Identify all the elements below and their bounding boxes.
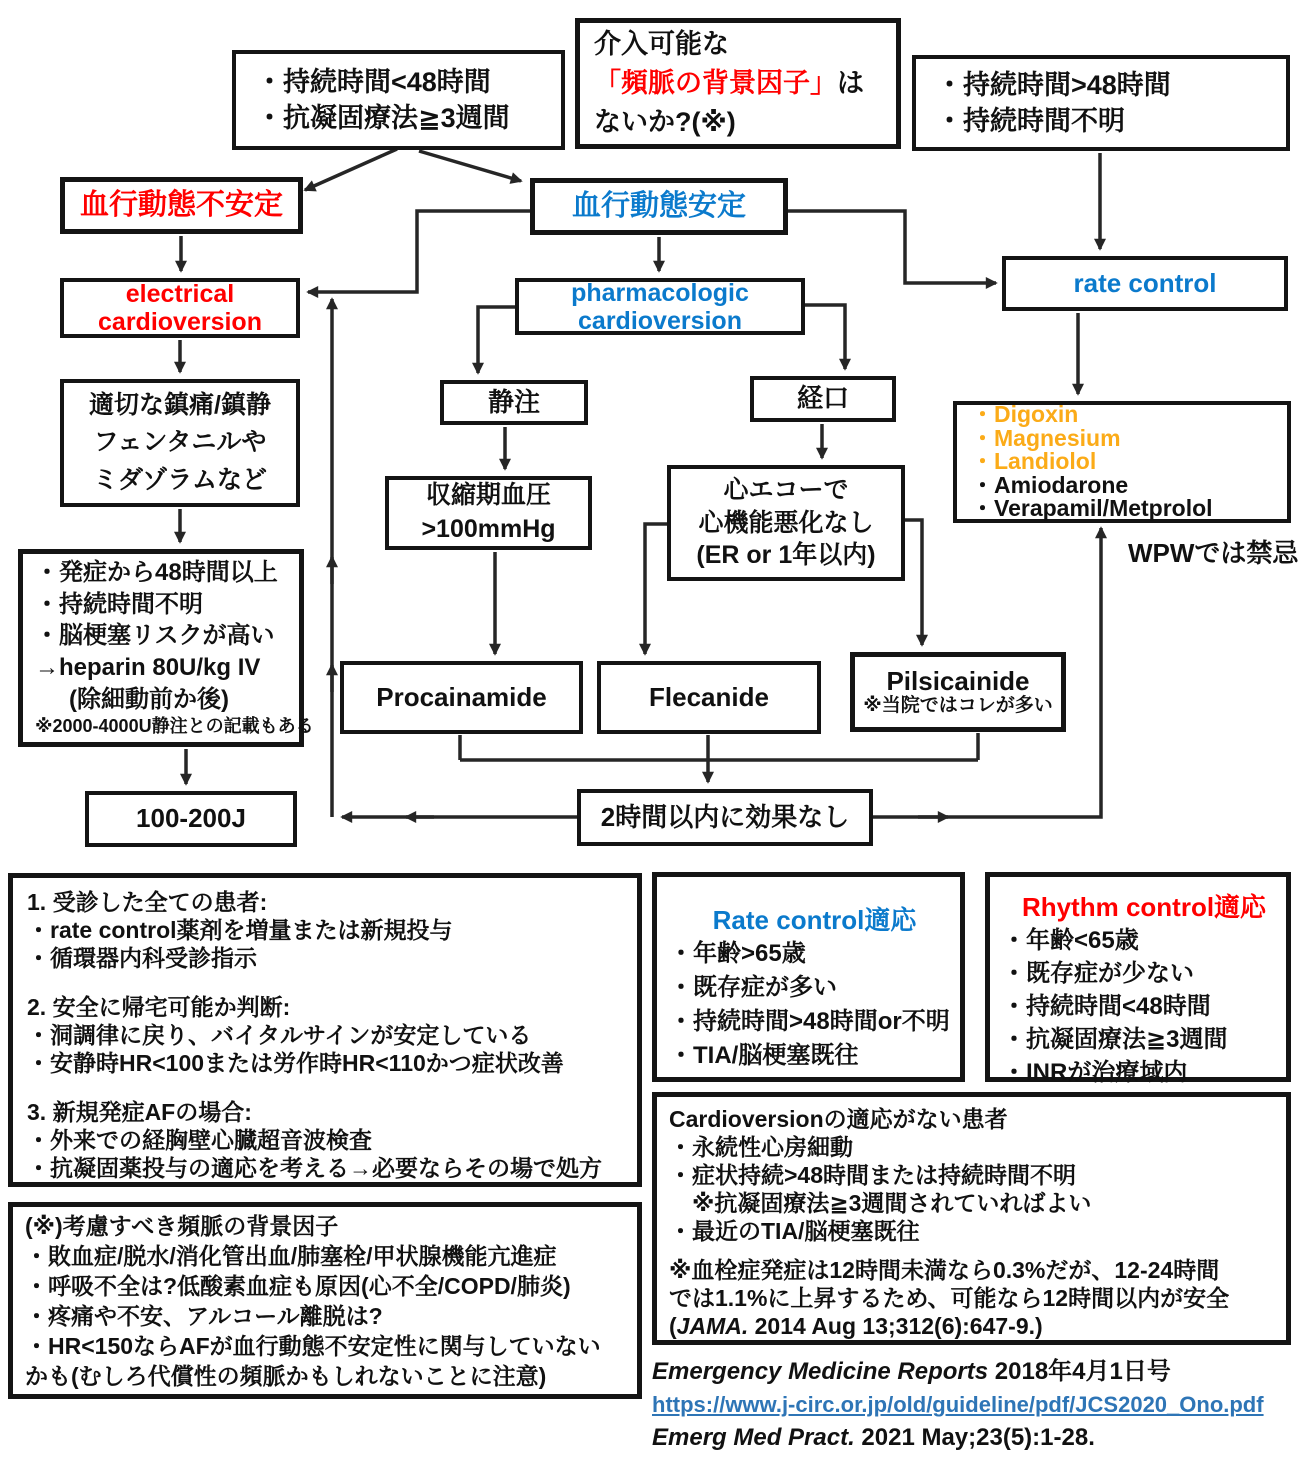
- text-line: ・持続時間不明: [936, 106, 1125, 136]
- text-line: 2時間以内に効果なし: [600, 801, 850, 832]
- drug-item: ・Digoxin: [971, 401, 1079, 428]
- text-line: ・既存症が少ない: [1002, 960, 1194, 987]
- text-line: 静注: [487, 386, 540, 417]
- text-line: フェンタニルや: [93, 428, 267, 457]
- citation-line: [669, 1312, 1043, 1340]
- box-iv-route: [440, 380, 588, 425]
- wpw-contraindication-label: WPWでは禁忌: [1128, 538, 1299, 568]
- text-line: ・rate control薬剤を増量または新規投与: [27, 917, 453, 943]
- text-line: ・年齢>65歳: [669, 940, 806, 967]
- text-line: (ER or 1年以内): [696, 541, 876, 570]
- text-line: ※血栓症発症は12時間未満なら0.3%だが、12-24時間: [669, 1257, 1220, 1283]
- text-line: ・抗凝固薬投与の適応を考える→必要ならその場で処方: [27, 1155, 602, 1181]
- arrow-duration-short-to-stable: [419, 151, 521, 181]
- arrow-pharmacologic-to-oral: [805, 305, 845, 369]
- text-line: ・循環器内科受診指示: [27, 945, 257, 971]
- text-line: 介入可能な: [594, 28, 729, 59]
- reference-list: [652, 1355, 1264, 1454]
- text-line: 心機能悪化なし: [698, 508, 874, 537]
- box-procainamide: [340, 661, 583, 734]
- box-tachycardia-background-factors: [8, 1202, 642, 1399]
- text-line: ・呼吸不全は?低酸素血症も原因(心不全/COPD/肺炎): [25, 1272, 571, 1299]
- box-rhythm-control-indications: [985, 872, 1291, 1086]
- box-duration-long: [912, 55, 1290, 151]
- text-line: >100mmHg: [421, 515, 556, 543]
- text-line: ・疼痛や不安、アルコール離脱は?: [25, 1302, 383, 1329]
- text-line: では1.1%に上昇するため、可能なら12時間以内が安全: [669, 1285, 1230, 1311]
- reference-journal: Emergency Medicine Reports: [652, 1358, 989, 1385]
- box-rate-control-drugs: [953, 401, 1291, 523]
- box-disposition-notes: [8, 873, 642, 1187]
- text-line: 血行動態安定: [571, 189, 746, 222]
- text-line: ・持続時間>48時間or不明: [669, 1008, 950, 1035]
- reference-item: [652, 1388, 1264, 1421]
- text-line: ・脳梗塞リスクが高い: [35, 622, 275, 650]
- cite-post: 2014 Aug 13;312(6):647-9.): [748, 1313, 1043, 1339]
- box-oral-route: [750, 376, 896, 422]
- arrow-stable-to-electrical: [308, 211, 530, 292]
- text-line: →heparin 80U/kg IV: [35, 653, 261, 681]
- text-line: 心エコーで: [723, 476, 849, 505]
- text-line: ・持続時間>48時間: [936, 69, 1171, 100]
- box-title: Rate control適応: [712, 905, 917, 935]
- text-line: ないか?(※): [594, 107, 736, 138]
- text-line: (除細動前か後): [69, 685, 229, 713]
- reference-item: [652, 1421, 1264, 1454]
- text-line: ・年齢<65歳: [1002, 927, 1139, 954]
- text-line: 経口: [796, 383, 849, 414]
- arrow-pharmacologic-to-iv: [478, 307, 515, 373]
- box-electrical-cardioversion: [60, 278, 300, 338]
- text-line: ・既存症が多い: [669, 974, 837, 1001]
- pilsicainide-note: ※当院ではコレが多い: [863, 694, 1053, 716]
- box-flecanide: [597, 661, 821, 734]
- box-heparin-indications: [18, 549, 314, 747]
- text-line: Procainamide: [376, 681, 547, 712]
- box-duration-short: [232, 50, 565, 150]
- box-pharmacologic-cardioversion: [515, 278, 805, 335]
- text-line: ・安静時HR<100または労作時HR<110かつ症状改善: [27, 1050, 564, 1076]
- arrow-duration-short-to-unstable: [305, 149, 397, 190]
- box-tachycardia-question: [575, 18, 901, 149]
- text-line: ・症状持続>48時間または持続時間不明: [669, 1162, 1077, 1188]
- text-line: ・発症から48時間以上: [35, 558, 278, 586]
- text-line: ・抗凝固療法≧3週間: [1002, 1026, 1228, 1053]
- text-line: cardioversion: [578, 306, 742, 335]
- cite-journal: JAMA.: [676, 1313, 749, 1339]
- text-tail: は: [837, 67, 864, 98]
- text-line: ・INRが治療域内: [1002, 1059, 1188, 1086]
- reference-tail: 2018年4月1日号: [988, 1358, 1171, 1385]
- box-rate-control-indications: [652, 872, 965, 1082]
- text-line: 3. 新規発症AFの場合:: [27, 1099, 252, 1125]
- text-line: Flecanide: [649, 681, 769, 712]
- text-line: ・持続時間<48時間: [256, 66, 491, 97]
- reference-item: [652, 1355, 1264, 1388]
- drug-item: ・Verapamil/Metprolol: [971, 495, 1213, 522]
- reference-link[interactable]: https://www.j-circ.or.jp/old/guideline/pdf/JCS2020_Ono.pdf: [652, 1392, 1264, 1417]
- reference-tail: 2021 May;23(5):1-28.: [854, 1424, 1095, 1451]
- drug-item: ・Magnesium: [971, 424, 1121, 451]
- box-rate-control: [1002, 256, 1288, 311]
- highlighted-term: 「頻脈の背景因子」: [594, 67, 837, 98]
- text-line: ・HR<150ならAFが血行動態不安定性に関与していない: [25, 1332, 601, 1359]
- drug-item: ・Amiodarone: [971, 471, 1129, 498]
- text-line: ・最近のTIA/脳梗塞既往: [669, 1218, 920, 1244]
- arrow-echo-to-pilsicainide: [905, 520, 922, 645]
- box-sedation-analgesia: [60, 379, 300, 507]
- text-line: 100-200J: [136, 803, 246, 834]
- text-line: ・洞調律に戻り、バイタルサインが安定している: [27, 1022, 532, 1048]
- box-systolic-bp: [385, 476, 592, 550]
- box-shock-energy: [85, 791, 297, 847]
- heparin-footnote: ※2000-4000U静注との記載もある: [35, 716, 314, 737]
- arrow-stable-to-rate-control: [788, 211, 996, 283]
- box-pilsicainide: [850, 652, 1066, 732]
- text-line: ・TIA/脳梗塞既往: [669, 1042, 859, 1069]
- text-line: ・抗凝固療法≧3週間: [256, 103, 510, 133]
- text-line: rate control: [1073, 267, 1217, 298]
- text-line: ・永続性心房細動: [669, 1134, 853, 1160]
- text-line: ・敗血症/脱水/消化管出血/肺塞栓/甲状腺機能亢進症: [25, 1242, 557, 1269]
- text-line: ・持続時間<48時間: [1002, 993, 1211, 1020]
- text-line: ・外来での経胸壁心臓超音波検査: [27, 1127, 372, 1153]
- text-line: 1. 受診した全ての患者:: [27, 889, 268, 915]
- box-hemodynamically-stable: [530, 178, 788, 235]
- cite-pre: (: [669, 1313, 677, 1339]
- reference-journal: Emerg Med Pract.: [652, 1424, 855, 1451]
- box-hemodynamically-unstable: [60, 177, 303, 234]
- drug-bus-line: [460, 733, 978, 760]
- text-line: (※)考慮すべき頻脈の背景因子: [25, 1212, 339, 1239]
- text-line: [594, 64, 864, 103]
- text-line: 血行動態不安定: [79, 188, 283, 221]
- text-line: 2. 安全に帰宅可能か判断:: [27, 994, 291, 1020]
- box-no-cardioversion-patients: [652, 1092, 1291, 1345]
- text-line: Pilsicainide: [886, 666, 1030, 697]
- text-line: ・持続時間不明: [35, 590, 203, 618]
- text-line: ※抗凝固療法≧3週間されていればよい: [669, 1190, 1092, 1216]
- drug-item: ・Landiolol: [971, 448, 1097, 475]
- text-line: かも(むしろ代償性の頻脈かもしれないことに注意): [25, 1362, 547, 1389]
- box-title: Cardioversionの適応がない患者: [669, 1106, 1008, 1132]
- text-line: 適切な鎮痛/鎮静: [89, 390, 271, 419]
- text-line: 収縮期血圧: [425, 481, 551, 510]
- box-echo-check: [667, 465, 905, 581]
- text-line: electrical: [125, 280, 235, 308]
- text-line: cardioversion: [98, 308, 262, 336]
- arrow-echo-to-flecanide: [645, 524, 667, 654]
- box-title: Rhythm control適応: [1021, 892, 1267, 922]
- text-line: pharmacologic: [571, 278, 749, 307]
- box-no-effect-2h: [577, 789, 873, 846]
- text-line: ミダゾラムなど: [92, 465, 267, 494]
